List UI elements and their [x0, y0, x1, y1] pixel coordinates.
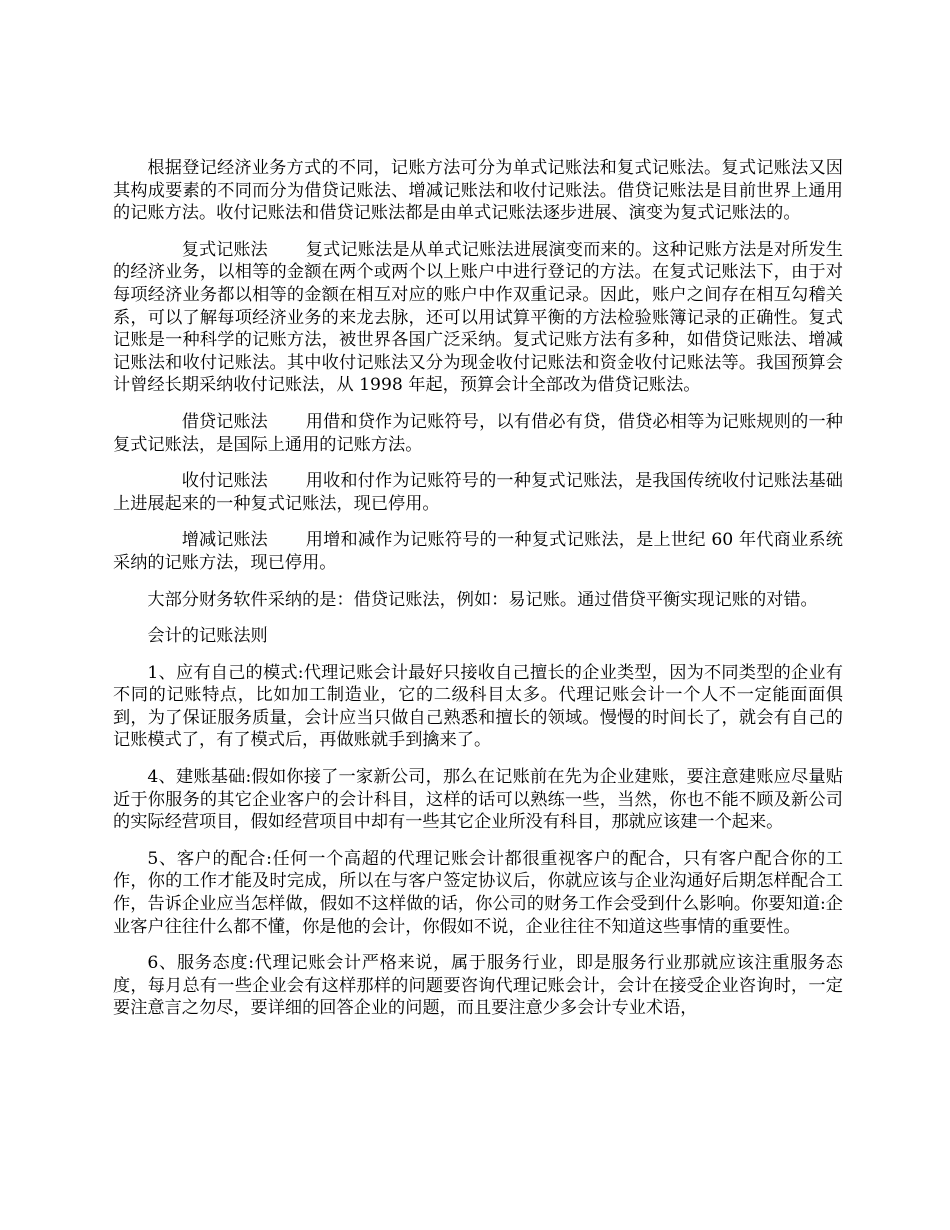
- definition-paragraph: [113, 470, 843, 515]
- definition-text: 用增和减作为记账符号的一种复式记账法，是上世纪 60 年代商业系统采纳的记账方法，现已停用。: [113, 530, 843, 573]
- definition-text: 用收和付作为记账符号的一种复式记账法，是我国传统收付记账法基础上进展起来的一种复式记账法，现已停用。: [113, 471, 843, 514]
- intro-paragraph: 根据登记经济业务方式的不同，记账方法可分为单式记账法和复式记账法。复式记账法又因其构成要素的不同而分为借贷记账法、增减记账法和收付记账法。借贷记账法是目前世界上通用的记账方法。收付记账法和借贷记账法都是由单式记账法逐步进展、演变为复式记账法的。: [113, 158, 843, 224]
- rules-heading: 会计的记账法则: [147, 626, 268, 647]
- rule-paragraph: 1、应有自己的模式:代理记账会计最好只接收自己擅长的企业类型，因为不同类型的企业有不同的记账特点，比如加工制造业，它的二级科目太多。代理记账会计一个人不一定能面面俱到，为了保证服务质量，会计应当只做自己熟悉和擅长的领域。慢慢的时间长了，就会有自己的记账模式了，有了模式后，再做账就手到擒来了。: [113, 662, 843, 751]
- definition-paragraph: [113, 239, 843, 397]
- definition-paragraph: [113, 411, 843, 456]
- definition-term: 借贷记账法: [181, 411, 268, 432]
- rule-paragraph: 6、服务态度:代理记账会计严格来说，属于服务行业，即是服务行业那就应该注重服务态度，每月总有一些企业会有这样那样的问题要咨询代理记账会计，会计在接受企业咨询时，一定要注意言之勿尽，要详细的回答企业的问题，而且要注意少多会计专业术语，: [113, 953, 843, 1019]
- rule-paragraph: 4、建账基础:假如你接了一家新公司，那么在记账前在先为企业建账，要注意建账应尽量贴近于你服务的其它企业客户的会计科目，这样的话可以熟练一些，当然，你也不能不顾及新公司的实际经营项目，假如经营项目中却有一些其它企业所没有科目，那就应该建一个起来。: [113, 767, 843, 833]
- definition-text: 用借和贷作为记账符号，以有借必有贷，借贷必相等为记账规则的一种复式记账法，是国际上通用的记账方法。: [113, 411, 843, 455]
- definition-paragraph: [113, 529, 843, 574]
- definition-text: 复式记账法是从单式记账法进展演变而来的。这种记账方法是对所发生的经济业务，以相等的金额在两个或两个以上账户中进行登记的方法。在复式记账法下，由于对每项经济业务都以相等的金额在相互对应的账户中作双重记录。因此，账户之间存在相互勾稽关系，可以了解每项经济业务的来龙去脉，还可以用试算平衡的方法检验账簿记录的正确性。复式记账是一种科学的记账方法，被世界各国广泛采纳。复式记账方法有多种，如借贷记账法、增减记账法和收付记账法。其中收付记账法又分为现金收付记账法和资金收付记账法等。我国预算会计曾经长期采纳收付记账法，从 1998 年起，预算会计全部改为借贷记账法。: [113, 239, 843, 396]
- definition-term: 复式记账法: [181, 239, 268, 260]
- definition-term: 增减记账法: [181, 530, 268, 551]
- definition-term: 收付记账法: [181, 471, 268, 492]
- rule-paragraph: 5、客户的配合:任何一个高超的代理记账会计都很重视客户的配合，只有客户配合你的工作，你的工作才能及时完成，所以在与客户签定协议后，你就应该与企业沟通好后期怎样配合工作，告诉企业应当怎样做，假如不这样做的话，你公司的财务工作会受到什么影响。你要知道:企业客户往往什么都不懂，你是他的会计，你假如不说，企业往往不知道这些事情的重要性。: [113, 848, 843, 937]
- document-body: [113, 157, 843, 1034]
- software-note-paragraph: 大部分财务软件采纳的是：借贷记账法，例如：易记账。通过借贷平衡实现记账的对错。: [147, 589, 818, 610]
